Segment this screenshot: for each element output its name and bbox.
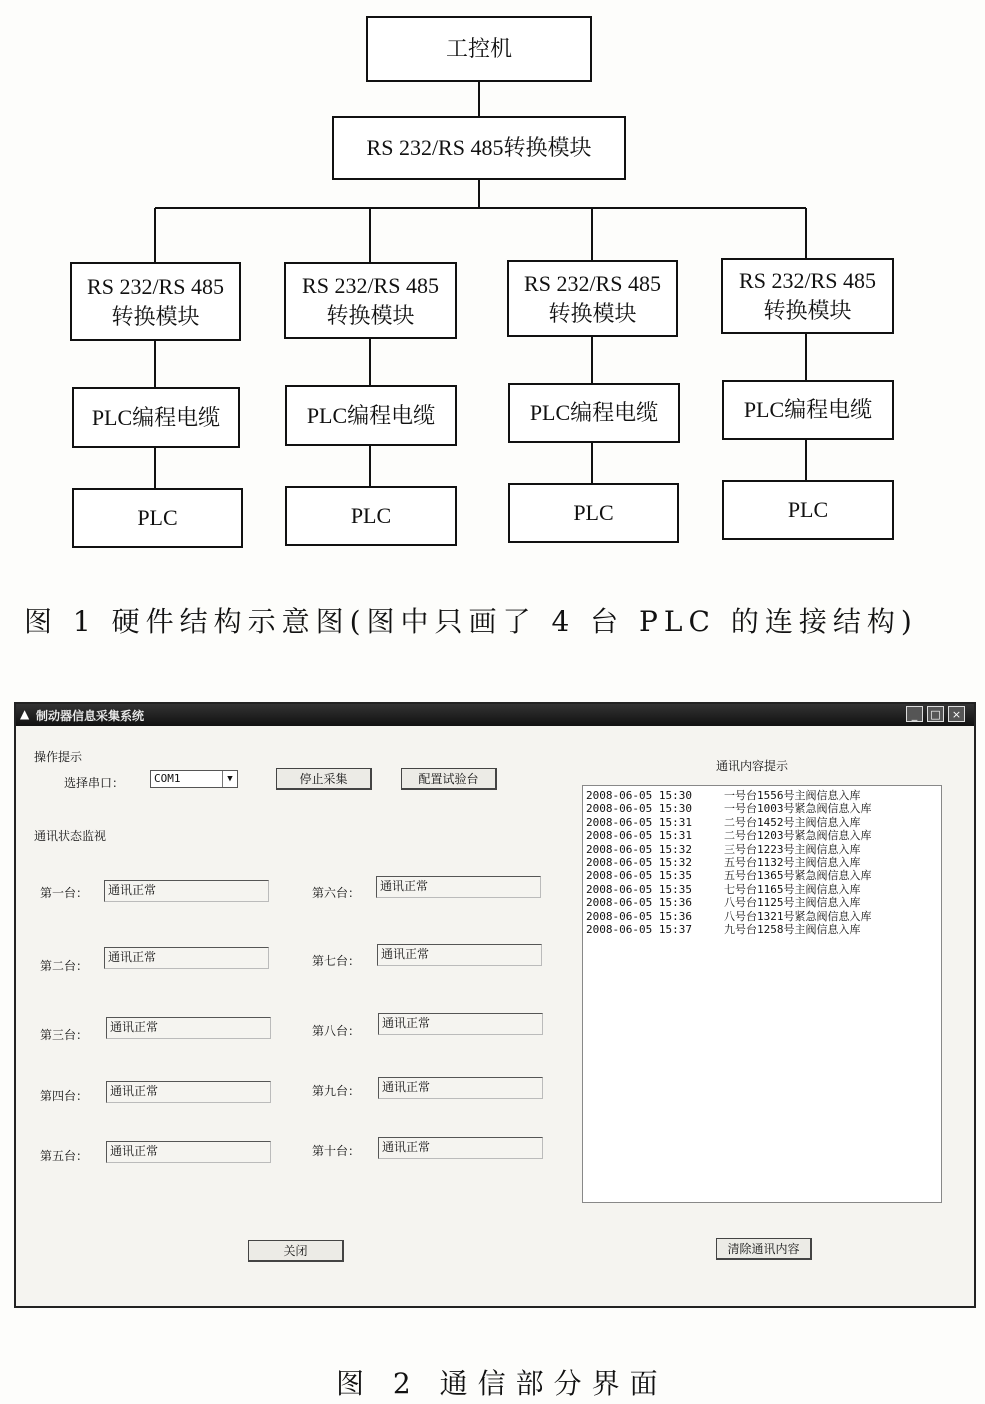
log-label: 通讯内容提示 bbox=[716, 759, 789, 773]
station-label: 第五台： bbox=[40, 1149, 89, 1163]
log-row bbox=[586, 802, 938, 815]
station-status-field[interactable]: 通讯正常 bbox=[376, 876, 541, 898]
station-label: 第四台： bbox=[40, 1089, 89, 1103]
app-window bbox=[14, 702, 976, 1308]
plc-cable-label: PLC编程电缆 bbox=[529, 400, 659, 426]
industrial-pc-node bbox=[366, 16, 592, 82]
log-time: 2008-06-05 15:32 bbox=[586, 856, 692, 870]
converter-line1: RS 232/RS 485 bbox=[302, 272, 439, 298]
log-row bbox=[586, 829, 938, 842]
log-time: 2008-06-05 15:36 bbox=[586, 909, 692, 923]
station-status-field[interactable]: 通讯正常 bbox=[377, 944, 542, 966]
log-row bbox=[586, 856, 938, 869]
log-time: 2008-06-05 15:37 bbox=[586, 923, 692, 937]
log-row bbox=[586, 843, 938, 856]
ops-group-label: 操作提示 bbox=[34, 750, 83, 764]
clear-log-button[interactable]: 清除通讯内容 bbox=[716, 1238, 812, 1260]
station-status-field[interactable]: 通讯正常 bbox=[104, 880, 269, 902]
station-label: 第二台： bbox=[40, 959, 89, 973]
log-time: 2008-06-05 15:32 bbox=[586, 842, 692, 856]
log-time: 2008-06-05 15:35 bbox=[586, 882, 692, 896]
maximize-button[interactable]: □ bbox=[927, 706, 944, 722]
chevron-down-icon[interactable]: ▼ bbox=[222, 771, 237, 787]
plc-node bbox=[508, 483, 679, 543]
plc-label: PLC bbox=[137, 505, 178, 531]
stop-collect-button[interactable]: 停止采集 bbox=[276, 768, 372, 790]
log-message: 七号台1165号主阀信息入库 bbox=[724, 882, 861, 896]
station-status-field[interactable]: 通讯正常 bbox=[106, 1017, 271, 1039]
log-message: 二号台1203号紧急阀信息入库 bbox=[724, 829, 872, 843]
figure2-caption: 图 2 通信部分界面 bbox=[336, 1367, 668, 1400]
branch-converter-node bbox=[284, 262, 457, 339]
minimize-button[interactable]: _ bbox=[906, 706, 923, 722]
station-label: 第一台： bbox=[40, 886, 89, 900]
station-status-field[interactable]: 通讯正常 bbox=[104, 947, 269, 969]
converter-line2: 转换模块 bbox=[111, 303, 200, 329]
plc-cable-node bbox=[722, 380, 894, 440]
close-button[interactable]: 关闭 bbox=[248, 1240, 344, 1262]
converter-line1: RS 232/RS 485 bbox=[87, 273, 224, 299]
station-label: 第三台： bbox=[40, 1028, 89, 1042]
converter-line2: 转换模块 bbox=[548, 300, 637, 326]
log-row bbox=[586, 869, 938, 882]
industrial-pc-label: 工控机 bbox=[445, 36, 512, 62]
log-message: 八号台1125号主阀信息入库 bbox=[724, 896, 861, 910]
log-message: 五号台1365号紧急阀信息入库 bbox=[724, 869, 872, 883]
log-message: 三号台1223号主阀信息入库 bbox=[724, 842, 861, 856]
app-icon: ▲ bbox=[20, 707, 30, 721]
plc-cable-node bbox=[508, 383, 680, 443]
monitor-label: 通讯状态监视 bbox=[34, 829, 107, 843]
figure1-caption: 图 1 硬件结构示意图(图中只画了 4 台 PLC 的连接结构) bbox=[24, 605, 918, 638]
station-status-field[interactable]: 通讯正常 bbox=[378, 1013, 543, 1035]
plc-cable-label: PLC编程电缆 bbox=[743, 397, 873, 423]
station-label: 第六台： bbox=[312, 886, 361, 900]
close-window-button[interactable]: × bbox=[948, 706, 965, 722]
log-message: 八号台1321号紧急阀信息入库 bbox=[724, 909, 872, 923]
log-row bbox=[586, 910, 938, 923]
log-time: 2008-06-05 15:36 bbox=[586, 896, 692, 910]
log-time: 2008-06-05 15:30 bbox=[586, 789, 692, 802]
log-time: 2008-06-05 15:31 bbox=[586, 829, 692, 843]
log-list[interactable] bbox=[582, 785, 942, 1203]
log-time: 2008-06-05 15:31 bbox=[586, 815, 692, 829]
branch-converter-node bbox=[721, 258, 894, 334]
log-message: 一号台1003号紧急阀信息入库 bbox=[724, 802, 872, 816]
log-message: 二号台1452号主阀信息入库 bbox=[724, 815, 861, 829]
hardware-structure-diagram bbox=[0, 0, 985, 600]
station-label: 第九台： bbox=[312, 1084, 361, 1098]
window-titlebar[interactable] bbox=[16, 704, 974, 726]
main-converter-node bbox=[332, 116, 626, 180]
plc-label: PLC bbox=[787, 497, 829, 523]
config-bench-button[interactable]: 配置试验台 bbox=[401, 768, 497, 790]
plc-node bbox=[722, 480, 894, 540]
log-time: 2008-06-05 15:35 bbox=[586, 869, 692, 883]
station-status-field[interactable]: 通讯正常 bbox=[106, 1141, 271, 1163]
log-row bbox=[586, 816, 938, 829]
port-label: 选择串口： bbox=[64, 776, 125, 790]
converter-line1: RS 232/RS 485 bbox=[739, 268, 876, 294]
converter-line2: 转换模块 bbox=[326, 302, 415, 328]
station-label: 第七台： bbox=[312, 954, 361, 968]
plc-node bbox=[72, 488, 243, 548]
station-status-field[interactable]: 通讯正常 bbox=[378, 1137, 543, 1159]
station-status-field[interactable]: 通讯正常 bbox=[378, 1077, 543, 1099]
plc-cable-label: PLC编程电缆 bbox=[91, 404, 221, 430]
branch-converter-node bbox=[70, 262, 241, 341]
log-time: 2008-06-05 15:30 bbox=[586, 802, 692, 816]
station-label: 第八台： bbox=[312, 1024, 361, 1038]
plc-node bbox=[285, 486, 457, 546]
log-row bbox=[586, 923, 938, 936]
main-converter-label: RS 232/RS 485转换模块 bbox=[366, 135, 592, 161]
station-status-field[interactable]: 通讯正常 bbox=[106, 1081, 271, 1103]
converter-line2: 转换模块 bbox=[763, 298, 852, 323]
port-select[interactable] bbox=[150, 770, 238, 788]
plc-cable-node bbox=[72, 387, 240, 448]
log-message: 五号台1132号主阀信息入库 bbox=[724, 856, 861, 870]
plc-cable-label: PLC编程电缆 bbox=[306, 402, 436, 428]
port-select-value: COM1 bbox=[154, 772, 181, 785]
branch-converter-node bbox=[507, 260, 678, 337]
log-message: 九号台1258号主阀信息入库 bbox=[724, 923, 861, 937]
log-message: 一号台1556号主阀信息入库 bbox=[724, 789, 861, 802]
log-row bbox=[586, 883, 938, 896]
plc-label: PLC bbox=[350, 503, 392, 529]
log-row bbox=[586, 789, 938, 802]
window-title: 制动器信息采集系统 bbox=[36, 709, 145, 723]
log-row bbox=[586, 896, 938, 909]
plc-label: PLC bbox=[573, 500, 614, 526]
converter-line1: RS 232/RS 485 bbox=[524, 270, 661, 296]
station-label: 第十台： bbox=[312, 1144, 361, 1158]
plc-cable-node bbox=[285, 385, 457, 446]
